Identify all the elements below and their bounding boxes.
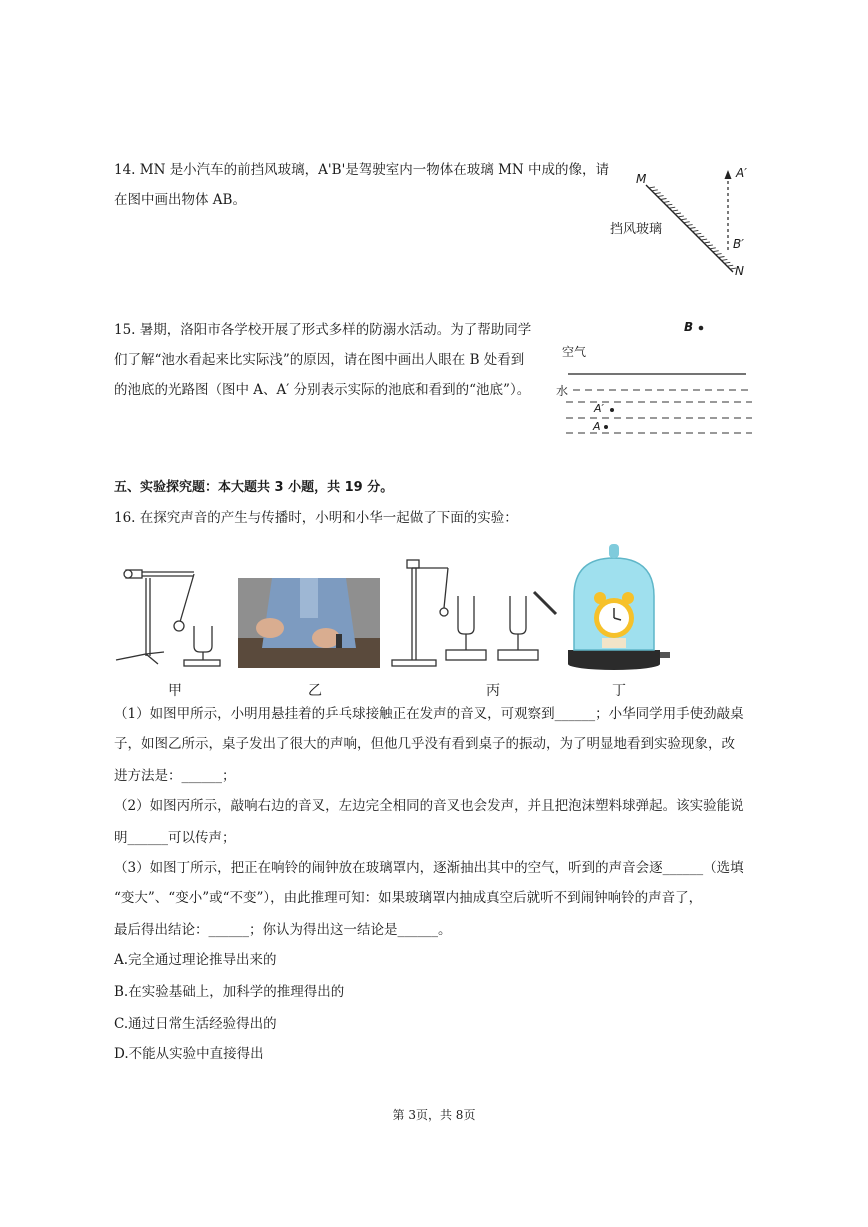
q15-line-2: 们了解“池水看起来比实际浅”的原因，请在图中画出人眼在 B 处看到 [114,352,525,368]
glass-label: 挡风玻璃 [610,222,663,237]
caption-jia: 甲 [168,683,182,699]
label-b: B [684,320,694,334]
caption-bing: 丙 [486,683,500,699]
option-b: B.在实验基础上，加科学的推理得出的 [114,984,345,1000]
q16-p3-line-3: 最后得出结论：______；你认为得出这一结论是______。 [114,922,452,938]
caption-yi: 乙 [308,683,322,699]
figure-bing [388,552,548,672]
figure-jia [112,556,232,676]
label-water: 水 [556,384,569,398]
q16-p1-line-2: 子，如图乙所示，桌子发出了很大的声响，但他几乎没有看到桌子的振动，为了明显地看到实验现象，改 [114,736,735,752]
q15-line-1: 15. 暑期，洛阳市各学校开展了形式多样的防溺水活动。为了帮助同学 [114,322,532,338]
option-d: D.不能从实验中直接得出 [114,1046,264,1062]
q16-p3-line-1: （3）如图丁所示，把正在响铃的闹钟放在玻璃罩内，逐渐抽出其中的空气，听到的声音会逐______（选填 [114,860,744,876]
q16-p1-line-1: （1）如图甲所示，小明用悬挂着的乒乓球接触正在发声的音叉，可观察到______；小华同学用手使劲敲桌 [114,706,744,722]
option-a: A.完全通过理论推导出来的 [114,952,277,968]
label-m: M [636,172,647,186]
figure-yi-photo [238,578,380,668]
q16-p3-line-2: “变大”、“变小”或“不变”），由此推理可知：如果玻璃罩内抽成真空后就听不到闹钟响铃的声音了， [114,890,703,906]
q16-p2-line-2: 明______可以传声； [114,830,236,846]
page-footer: 第 3页，共 8页 [392,1108,476,1122]
label-n: N [735,264,744,278]
label-a-pool: A [593,420,601,433]
label-air: 空气 [562,345,587,359]
caption-ding: 丁 [612,683,626,699]
option-c: C.通过日常生活经验得出的 [114,1016,277,1032]
label-b-prime: B′ [733,237,744,251]
label-a-prime-pool: A′ [594,402,605,415]
q14-line-2: 在图中画出物体 AB。 [114,192,246,208]
figure-ding-bell-jar [564,540,674,672]
q15-line-3: 的池底的光路图（图中 A、A′ 分别表示实际的池底和看到的“池底”）。 [114,382,531,398]
q14-line-1: 14. MN 是小汽车的前挡风玻璃，A'B'是驾驶室内一物体在玻璃 MN 中成的像，请 [114,162,609,178]
q16-p1-line-3: 进方法是：______； [114,768,236,784]
q16-intro: 16. 在探究声音的产生与传播时，小明和小华一起做了下面的实验： [114,510,518,526]
pool-diagram [0,0,868,460]
label-a-prime: A′ [736,166,747,180]
q16-p2-line-1: （2）如图丙所示，敲响右边的音叉，左边完全相同的音叉也会发声，并且把泡沫塑料球弹起。该实验能说 [114,798,744,814]
section-title: 五、实验探究题：本大题共 3 小题，共 19 分。 [114,480,394,495]
